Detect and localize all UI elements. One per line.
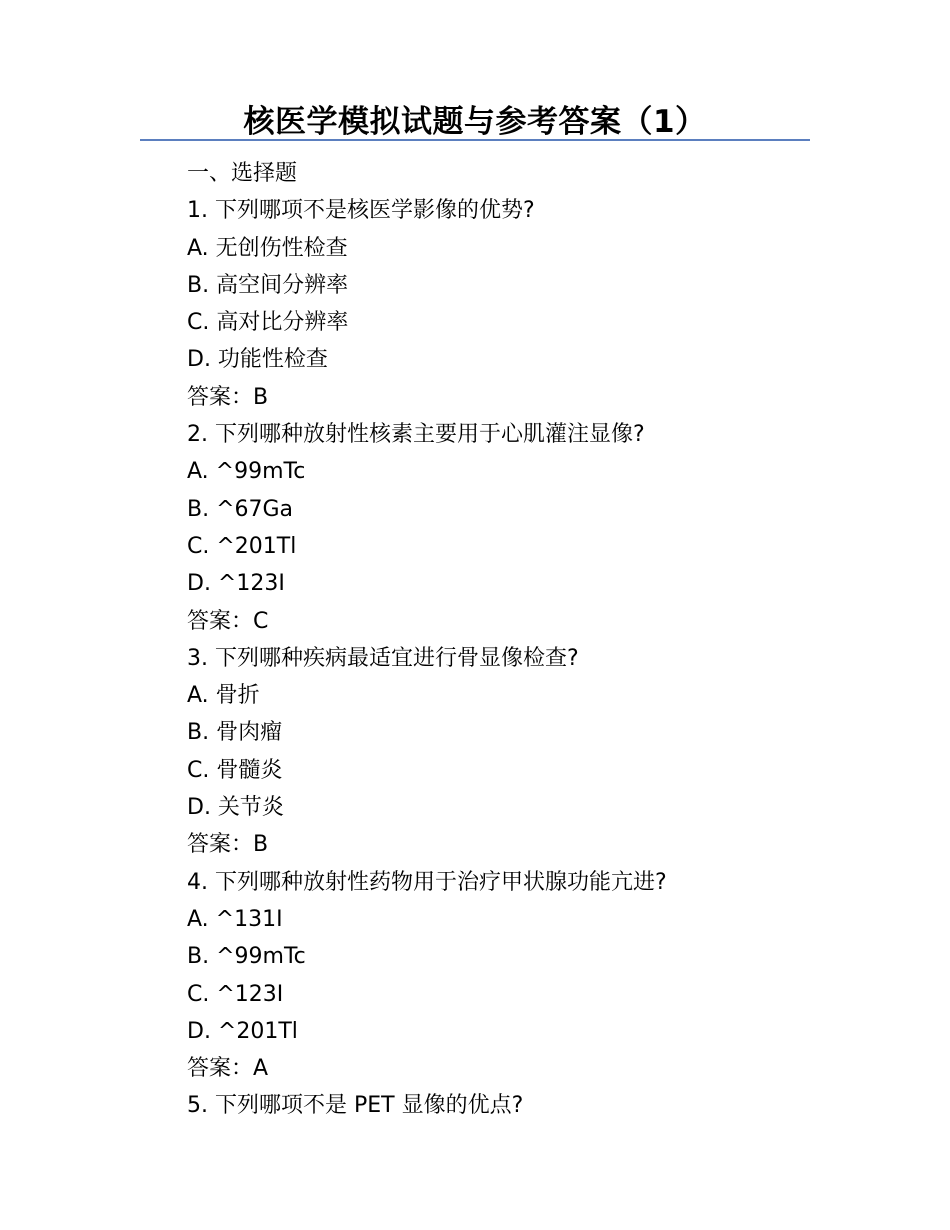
- question-1-option-a: A. 无创伤性检查: [187, 235, 348, 261]
- question-3-text: 3. 下列哪种疾病最适宜进行骨显像检查?: [187, 645, 579, 671]
- document-title: 核医学模拟试题与参考答案（1）: [243, 104, 707, 140]
- question-3-option-c: C. 骨髓炎: [187, 757, 283, 783]
- question-3-option-a: A. 骨折: [187, 683, 260, 709]
- question-1-option-c: C. 高对比分辨率: [187, 310, 349, 336]
- question-5-text: 5. 下列哪项不是 PET 显像的优点?: [187, 1093, 524, 1119]
- document-body: [187, 155, 827, 1125]
- question-4-text: 4. 下列哪种放射性药物用于治疗甲状腺功能亢进?: [187, 869, 667, 895]
- question-3-option-d: D. 关节炎: [187, 795, 284, 821]
- question-1-answer: 答案：B: [187, 384, 269, 410]
- question-1-text: 1. 下列哪项不是核医学影像的优势?: [187, 198, 535, 224]
- question-4-answer: 答案：A: [187, 1056, 269, 1082]
- question-4-option-b: B. ^99mTc: [187, 944, 306, 970]
- question-2-option-c: C. ^201Tl: [187, 533, 297, 559]
- question-3-answer: 答案：B: [187, 832, 269, 858]
- title-underline: [140, 139, 810, 141]
- question-4-option-c: C. ^123I: [187, 981, 284, 1007]
- question-2-option-b: B. ^67Ga: [187, 496, 294, 522]
- question-2-answer: 答案：C: [187, 608, 269, 634]
- question-4-option-a: A. ^131I: [187, 906, 283, 932]
- question-2-option-d: D. ^123I: [187, 571, 285, 597]
- question-1-option-b: B. 高空间分辨率: [187, 272, 349, 298]
- question-2-text: 2. 下列哪种放射性核素主要用于心肌灌注显像?: [187, 422, 645, 448]
- question-2-option-a: A. ^99mTc: [187, 459, 306, 485]
- section-heading: 一、选择题: [187, 161, 298, 186]
- question-3-option-b: B. 骨肉瘤: [187, 720, 283, 746]
- question-1-option-d: D. 功能性检查: [187, 347, 328, 373]
- question-4-option-d: D. ^201Tl: [187, 1018, 298, 1044]
